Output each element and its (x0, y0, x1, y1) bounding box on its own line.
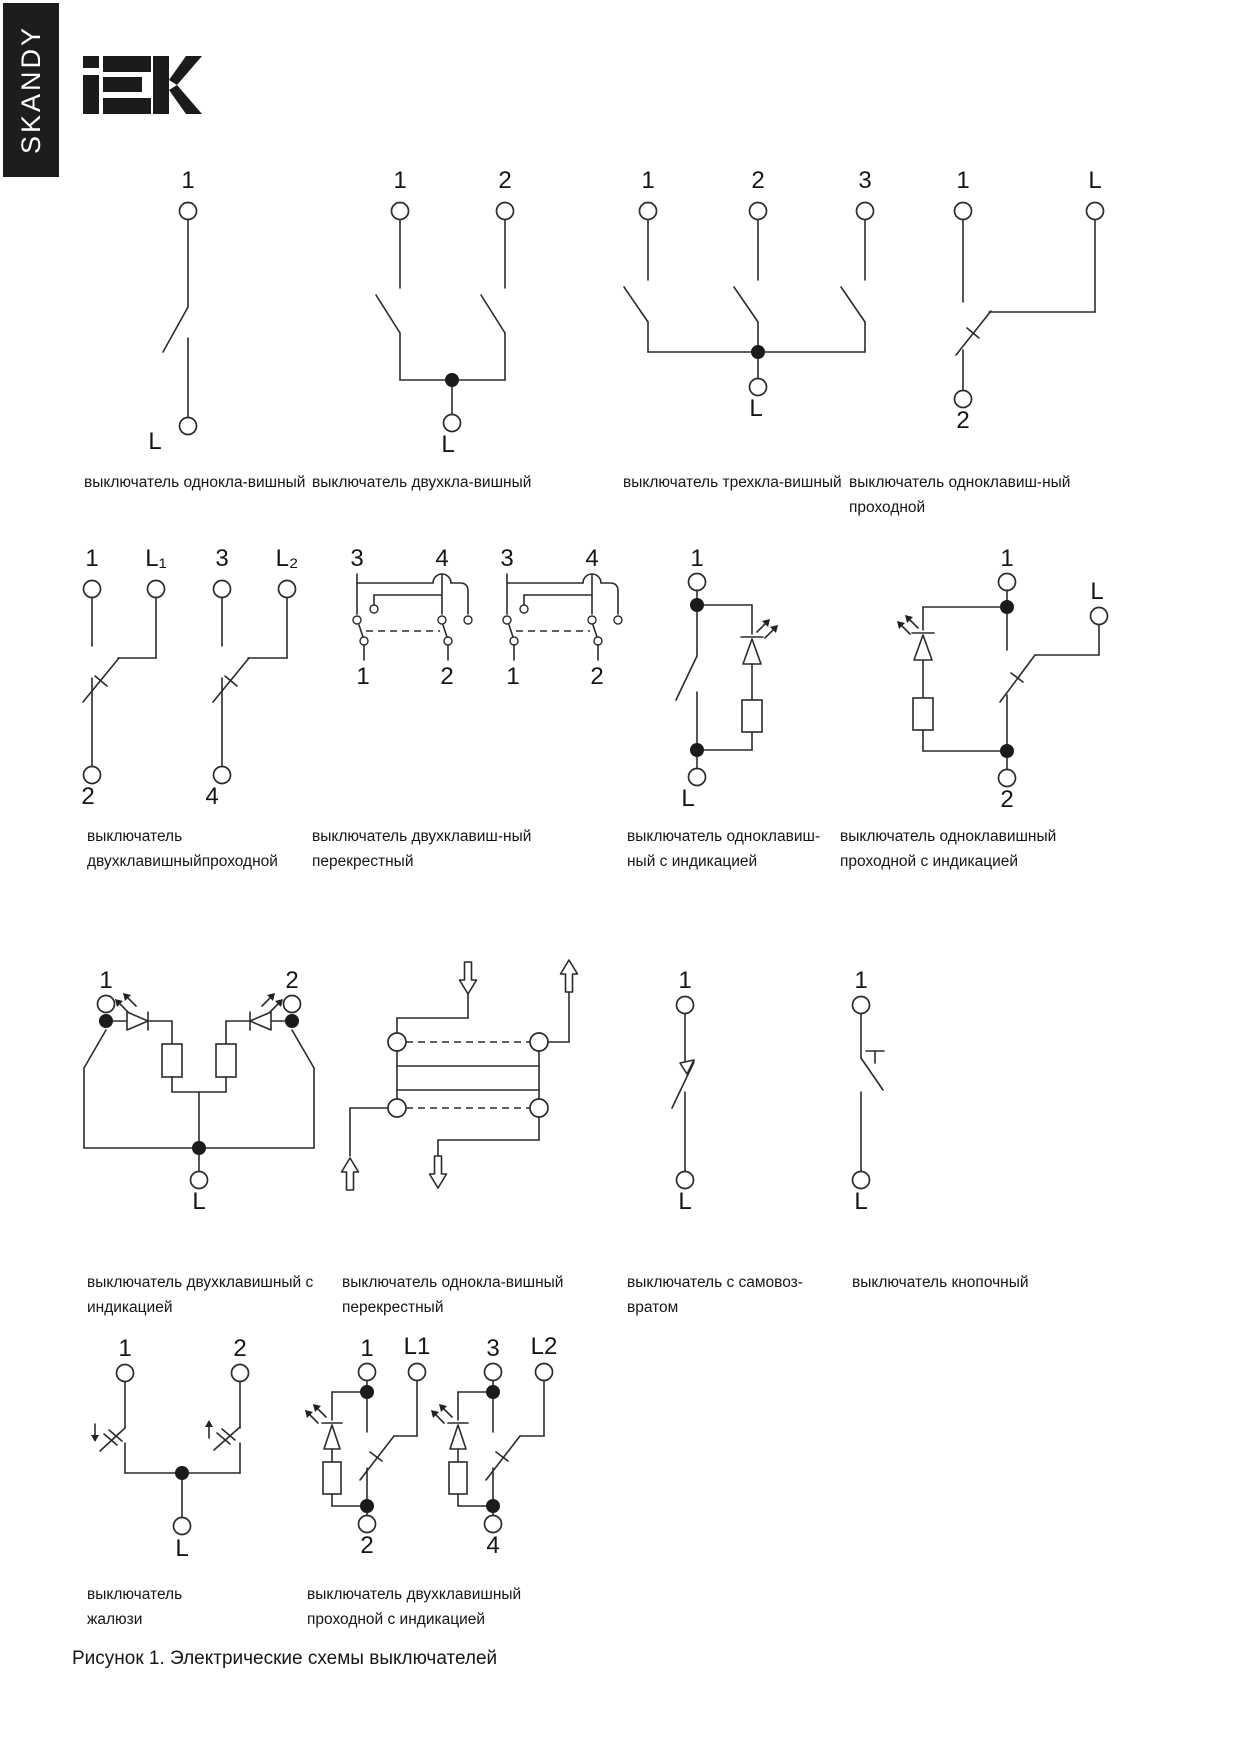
switch-blade (292, 1030, 314, 1068)
terminal (999, 574, 1016, 591)
led-icon (897, 615, 934, 660)
terminal (98, 996, 115, 1013)
up-arrow-icon (561, 960, 578, 992)
junction-dot (175, 1466, 189, 1480)
terminal (689, 574, 706, 591)
caption-line: жалюзи (87, 1611, 143, 1628)
terminal (750, 203, 767, 220)
terminal-label: 2 (1000, 786, 1014, 813)
resistor (449, 1462, 467, 1494)
terminal-label: 2 (440, 663, 454, 690)
schematic-1-gang-switch-with-indicator (676, 545, 778, 812)
junction-dot (192, 1141, 206, 1155)
caption-2-gang-2way-switch (87, 824, 278, 874)
schematic-2-gang-switch (376, 167, 514, 458)
terminal (485, 1364, 502, 1381)
resistor (913, 698, 933, 730)
terminal-label: 3 (486, 1335, 500, 1362)
caption-line: выключатель с самовоз- (627, 1274, 803, 1291)
contact (614, 616, 622, 624)
caption-3-gang-switch (623, 470, 842, 495)
caption-2-gang-switch-with-indicator (87, 1270, 313, 1320)
caption-line: выключатель трехкла-вишный (623, 474, 842, 491)
schematic-self-return-switch (672, 967, 694, 1215)
terminal-label: 1 (360, 1335, 374, 1362)
junction-dot (486, 1499, 500, 1513)
terminal (214, 581, 231, 598)
terminal (853, 1172, 870, 1189)
terminal (214, 767, 231, 784)
terminal (84, 581, 101, 598)
schematic-2-gang-2way-switch-with-indicator (305, 1333, 557, 1559)
switch-blade (734, 287, 758, 322)
caption-2-gang-2way-switch-with-indicator (307, 1582, 521, 1632)
switch-blade (509, 625, 513, 637)
led-icon (250, 993, 285, 1030)
contact (530, 1033, 548, 1051)
down-arrow-icon (460, 962, 477, 994)
terminal (955, 203, 972, 220)
terminal (180, 418, 197, 435)
led-icon (305, 1404, 342, 1449)
terminal-label: 1 (506, 663, 520, 690)
caption-1-gang-2way-switch-with-indicator (840, 824, 1056, 874)
terminal (640, 203, 657, 220)
brand-name: SKANDY (15, 25, 46, 155)
terminal-label: L₁ (145, 545, 167, 572)
contact (530, 1099, 548, 1117)
terminal (955, 391, 972, 408)
terminal (444, 415, 461, 432)
schematic-push-button-switch (853, 967, 885, 1215)
contact (353, 616, 361, 624)
caption-line: перекрестный (342, 1299, 444, 1316)
junction-dot (751, 345, 765, 359)
caption-line: выключатель кнопочный (852, 1274, 1029, 1291)
terminal (536, 1364, 553, 1381)
contact (520, 605, 528, 613)
terminal (284, 996, 301, 1013)
caption-line: выключатель двухклавишный с (87, 1274, 314, 1291)
caption-line: выключатель одноклавиш- (627, 828, 821, 845)
schematic-1-gang-2way-switch (955, 167, 1104, 434)
terminal-label: 4 (205, 783, 219, 810)
terminal (857, 203, 874, 220)
terminal-label: L2 (530, 1333, 558, 1360)
switch-blade (593, 625, 597, 637)
contact (388, 1099, 406, 1117)
up-arrow-icon (205, 1420, 213, 1438)
terminal-label: 1 (641, 167, 655, 194)
schematic-2-gang-switch-with-indicator (84, 967, 314, 1215)
terminal-label: L (1090, 578, 1104, 605)
caption-2-gang-crossover-switch (312, 824, 531, 874)
terminal (174, 1518, 191, 1535)
caption-2-gang-switch (312, 470, 531, 495)
terminal (359, 1364, 376, 1381)
contact (370, 605, 378, 613)
junction-dot (285, 1014, 299, 1028)
resistor (216, 1044, 236, 1077)
figure-caption: Рисунок 1. Электрические схемы выключателей (72, 1648, 498, 1669)
schematic-1-gang-switch (148, 167, 196, 455)
terminal-label: 1 (85, 545, 99, 572)
switch-blade (359, 625, 363, 637)
schematic-2-gang-crossover-switch (350, 545, 622, 690)
led-icon (113, 993, 148, 1030)
caption-1-gang-crossover-switch (342, 1270, 563, 1320)
terminal-label: L (175, 1535, 189, 1562)
switch-blade (84, 1030, 106, 1068)
caption-1-gang-switch (84, 470, 305, 495)
contact (438, 616, 446, 624)
caption-1-gang-2way-switch (849, 470, 1070, 520)
terminal-label: 1 (690, 545, 704, 572)
down-arrow-icon (91, 1424, 99, 1442)
resistor (162, 1044, 182, 1077)
terminal-label: L1 (403, 1333, 431, 1360)
junction-dot (690, 743, 704, 757)
caption-self-return-switch (627, 1270, 803, 1320)
terminal (279, 581, 296, 598)
terminal-label: 3 (858, 167, 872, 194)
resistor (323, 1462, 341, 1494)
terminal-label: L (678, 1188, 692, 1215)
caption-push-button-switch (852, 1270, 1029, 1295)
caption-line: выключатель однокла-вишный (84, 474, 306, 491)
led-icon (741, 619, 778, 664)
caption-line: перекрестный (312, 853, 414, 870)
switch-blade (214, 1427, 240, 1450)
resistor (742, 700, 762, 732)
switch-blade (841, 287, 865, 322)
contact (503, 616, 511, 624)
terminal (117, 1365, 134, 1382)
switch-blade (676, 656, 697, 700)
junction-dot (1000, 600, 1014, 614)
terminal (232, 1365, 249, 1382)
terminal-label: L (854, 1188, 868, 1215)
caption-line: выключатель (87, 828, 183, 845)
schematic-2-gang-2way-switch (81, 545, 298, 810)
contact (444, 637, 452, 645)
schematic-1-gang-2way-switch-with-indicator (897, 545, 1108, 813)
switch-blade (443, 625, 447, 637)
contact (464, 616, 472, 624)
terminal-label: 1 (118, 1335, 132, 1362)
terminal-label: 4 (486, 1532, 500, 1559)
terminal-label: 3 (215, 545, 229, 572)
terminal (485, 1516, 502, 1533)
junction-dot (1000, 744, 1014, 758)
junction-dot (360, 1499, 374, 1513)
terminal (999, 770, 1016, 787)
switch-blade (481, 295, 505, 333)
terminal (677, 1172, 694, 1189)
caption-shutter-switch (87, 1582, 182, 1632)
terminal (853, 997, 870, 1014)
contact (588, 616, 596, 624)
terminal-label: 3 (350, 545, 364, 572)
switch-blade (163, 307, 188, 352)
terminal-label: L (749, 395, 763, 422)
junction-dot (360, 1385, 374, 1399)
terminal-label: L₂ (275, 545, 299, 572)
caption-line: выключатель одноклавишный (840, 828, 1057, 845)
terminal (180, 203, 197, 220)
terminal-label: 2 (285, 967, 299, 994)
schematic-shutter-switch (91, 1335, 249, 1562)
caption-line: проходной (849, 499, 926, 516)
terminal (359, 1516, 376, 1533)
caption-line: выключатель двухкла-вишный (312, 474, 532, 491)
terminal (84, 767, 101, 784)
caption-line: выключатель одноклавиш-ный (849, 474, 1071, 491)
contact (388, 1033, 406, 1051)
terminal-label: 2 (751, 167, 765, 194)
junction-dot (690, 598, 704, 612)
caption-line: выключатель однокла-вишный (342, 1274, 564, 1291)
terminal-label: 1 (854, 967, 868, 994)
up-arrow-icon (342, 1158, 359, 1190)
terminal-label: L (148, 428, 162, 455)
switch-blade (861, 1058, 883, 1090)
terminal-label: 2 (81, 783, 95, 810)
junction-dot (99, 1014, 113, 1028)
terminal (148, 581, 165, 598)
terminal (689, 769, 706, 786)
terminal-label: L (681, 785, 695, 812)
terminal-label: 2 (498, 167, 512, 194)
terminal-label: 2 (590, 663, 604, 690)
caption-line: вратом (627, 1299, 679, 1316)
terminal-label: 1 (678, 967, 692, 994)
terminal-label: 1 (356, 663, 370, 690)
terminal (750, 379, 767, 396)
terminal-label: 4 (435, 545, 449, 572)
terminal-label: L (1088, 167, 1102, 194)
terminal (409, 1364, 426, 1381)
caption-line: выключатель двухклавишный (307, 1586, 522, 1603)
terminal (1091, 608, 1108, 625)
terminal (497, 203, 514, 220)
terminal (392, 203, 409, 220)
terminal-label: 2 (956, 407, 970, 434)
caption-line: выключатель (87, 1586, 183, 1603)
terminal-label: L (192, 1188, 206, 1215)
terminal-label: 1 (393, 167, 407, 194)
down-arrow-icon (430, 1156, 447, 1188)
switch-blade (624, 287, 648, 322)
caption-line: проходной с индикацией (307, 1611, 486, 1628)
caption-line: индикацией (87, 1299, 173, 1316)
caption-line: проходной с индикацией (840, 853, 1019, 870)
terminal (1087, 203, 1104, 220)
terminal-label: 1 (956, 167, 970, 194)
terminal-label: 2 (360, 1532, 374, 1559)
schematic-3-gang-switch (624, 167, 874, 422)
caption-line: выключатель двухклавиш-ный (312, 828, 532, 845)
terminal-label: 4 (585, 545, 599, 572)
terminal-label: 2 (233, 1335, 247, 1362)
caption-1-gang-switch-with-indicator (627, 824, 820, 874)
caption-line: двухклавишныйпроходной (87, 853, 278, 870)
junction-dot (486, 1385, 500, 1399)
terminal-label: 3 (500, 545, 514, 572)
contact (360, 637, 368, 645)
contact (510, 637, 518, 645)
terminal-label: 1 (1000, 545, 1014, 572)
terminal-label: 1 (99, 967, 113, 994)
terminal-label: L (441, 431, 455, 458)
contact (594, 637, 602, 645)
led-icon (431, 1404, 468, 1449)
terminal (191, 1172, 208, 1189)
terminal (677, 997, 694, 1014)
terminal-label: 1 (181, 167, 195, 194)
switch-blade (376, 295, 400, 333)
junction-dot (445, 373, 459, 387)
caption-line: ный с индикацией (627, 853, 758, 870)
schematic-1-gang-crossover-switch (342, 960, 578, 1190)
